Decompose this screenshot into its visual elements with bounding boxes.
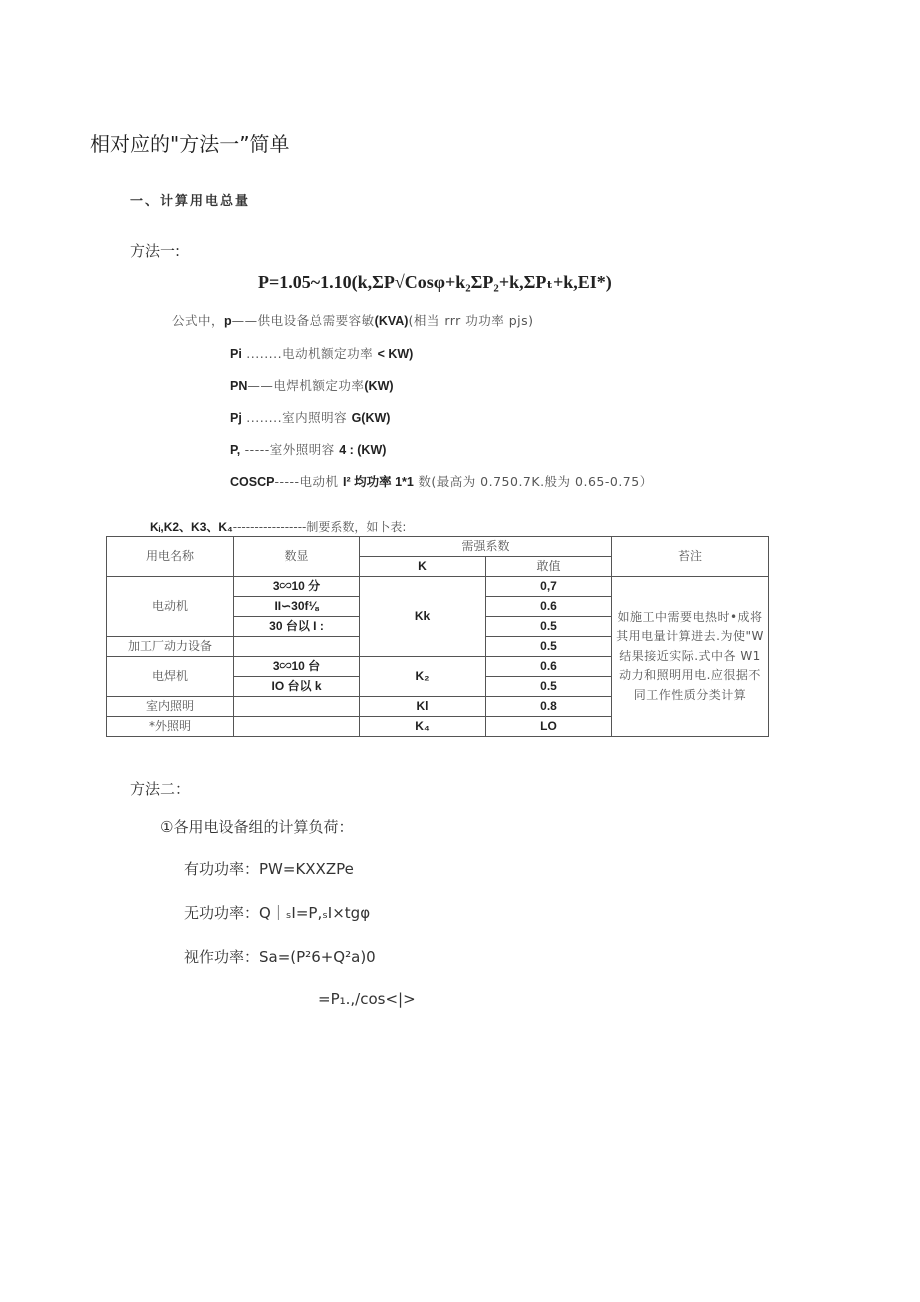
cell-qty-empty: [234, 697, 360, 717]
cell-qty: 30 台以 I :: [234, 617, 360, 637]
header-value: 敢值: [486, 557, 612, 577]
cell-qty: 3∽10 分: [234, 577, 360, 597]
apparent-power-eq: 视作功率：Sa=(P²6+Q²a)0: [184, 948, 376, 966]
section-heading: 一、计算用电总量: [130, 194, 251, 209]
apparent-power-cos-eq: =P₁.,/cos<|>: [318, 990, 416, 1008]
formula-note-cos: COSCP-----电动机 I² 均功率 1*1 数(最高为 0.750.7K.般为 0.65-0.75）: [230, 474, 653, 489]
formula-note-p: 公式中，p——供电设备总需要容敏(KVA)(相当 rrr 功功率 pjs): [172, 313, 534, 328]
cell-motor: 电动机: [107, 577, 234, 637]
cell-qty: II∽30f⅛: [234, 597, 360, 617]
header-note: 苔注: [612, 537, 769, 577]
cell-qty: IO 台以 k: [234, 677, 360, 697]
formula-note-p4: P, -----室外照明容 4 : (KW): [230, 442, 387, 457]
cell-qty-empty: [234, 717, 360, 737]
cell-value: 0,7: [486, 577, 612, 597]
cell-value: 0.5: [486, 677, 612, 697]
formula-note-pi: Pi ........电动机额定功率 < KW): [230, 346, 414, 361]
page-title: 相对应的"方法一”简单: [90, 132, 290, 156]
formula-note-pn: PN——电焊机额定功率(KW): [230, 378, 394, 393]
cell-k: K₂: [360, 657, 486, 697]
coefficient-table: [106, 536, 769, 737]
load-calc-heading: ①各用电设备组的计算负荷：: [160, 818, 354, 836]
formula-note-pj: Pj ........室内照明容 G(KW): [230, 410, 391, 425]
table-remark: 如施工中需要电热时•成将其用电量计算进去.为使"W 结果接近实际.式中各 W1 动力和照明用电.应很据不同工作性质分类计算: [612, 577, 769, 737]
cell-outdoor-lighting: *外照明: [107, 717, 234, 737]
method-one-label: 方法一:: [130, 242, 181, 260]
header-coefficient: 需强系数: [360, 537, 612, 557]
cell-k: K₄: [360, 717, 486, 737]
cell-qty: 3∽10 台: [234, 657, 360, 677]
active-power-eq: 有功功率：PW=KXXZPe: [184, 860, 354, 878]
cell-k: Kk: [360, 577, 486, 657]
cell-value: 0.5: [486, 617, 612, 637]
cell-value: 0.5: [486, 637, 612, 657]
cell-workshop: 加工厂动力设备: [107, 637, 234, 657]
coefficient-intro: Kᵢ,K2、K3、K₄-----------------制要系数，如卜表:: [150, 520, 407, 534]
cell-indoor-lighting: 室内照明: [107, 697, 234, 717]
cell-k: Kl: [360, 697, 486, 717]
total-power-formula: P=1.05~1.10(k,ΣP√Cosφ+k₂ΣP₂+k,ΣPₜ+k,EI*): [258, 272, 612, 292]
header-qty: 数显: [234, 537, 360, 577]
header-k: K: [360, 557, 486, 577]
cell-value: 0.6: [486, 597, 612, 617]
cell-welder: 电焊机: [107, 657, 234, 697]
header-name: 用电名称: [107, 537, 234, 577]
method-two-label: 方法二：: [130, 780, 191, 798]
cell-value: 0.8: [486, 697, 612, 717]
reactive-power-eq: 无功功率：Q｜ₛI=P,ₛI×tgφ: [184, 904, 371, 922]
cell-value: LO: [486, 717, 612, 737]
cell-qty-empty: [234, 637, 360, 657]
cell-value: 0.6: [486, 657, 612, 677]
